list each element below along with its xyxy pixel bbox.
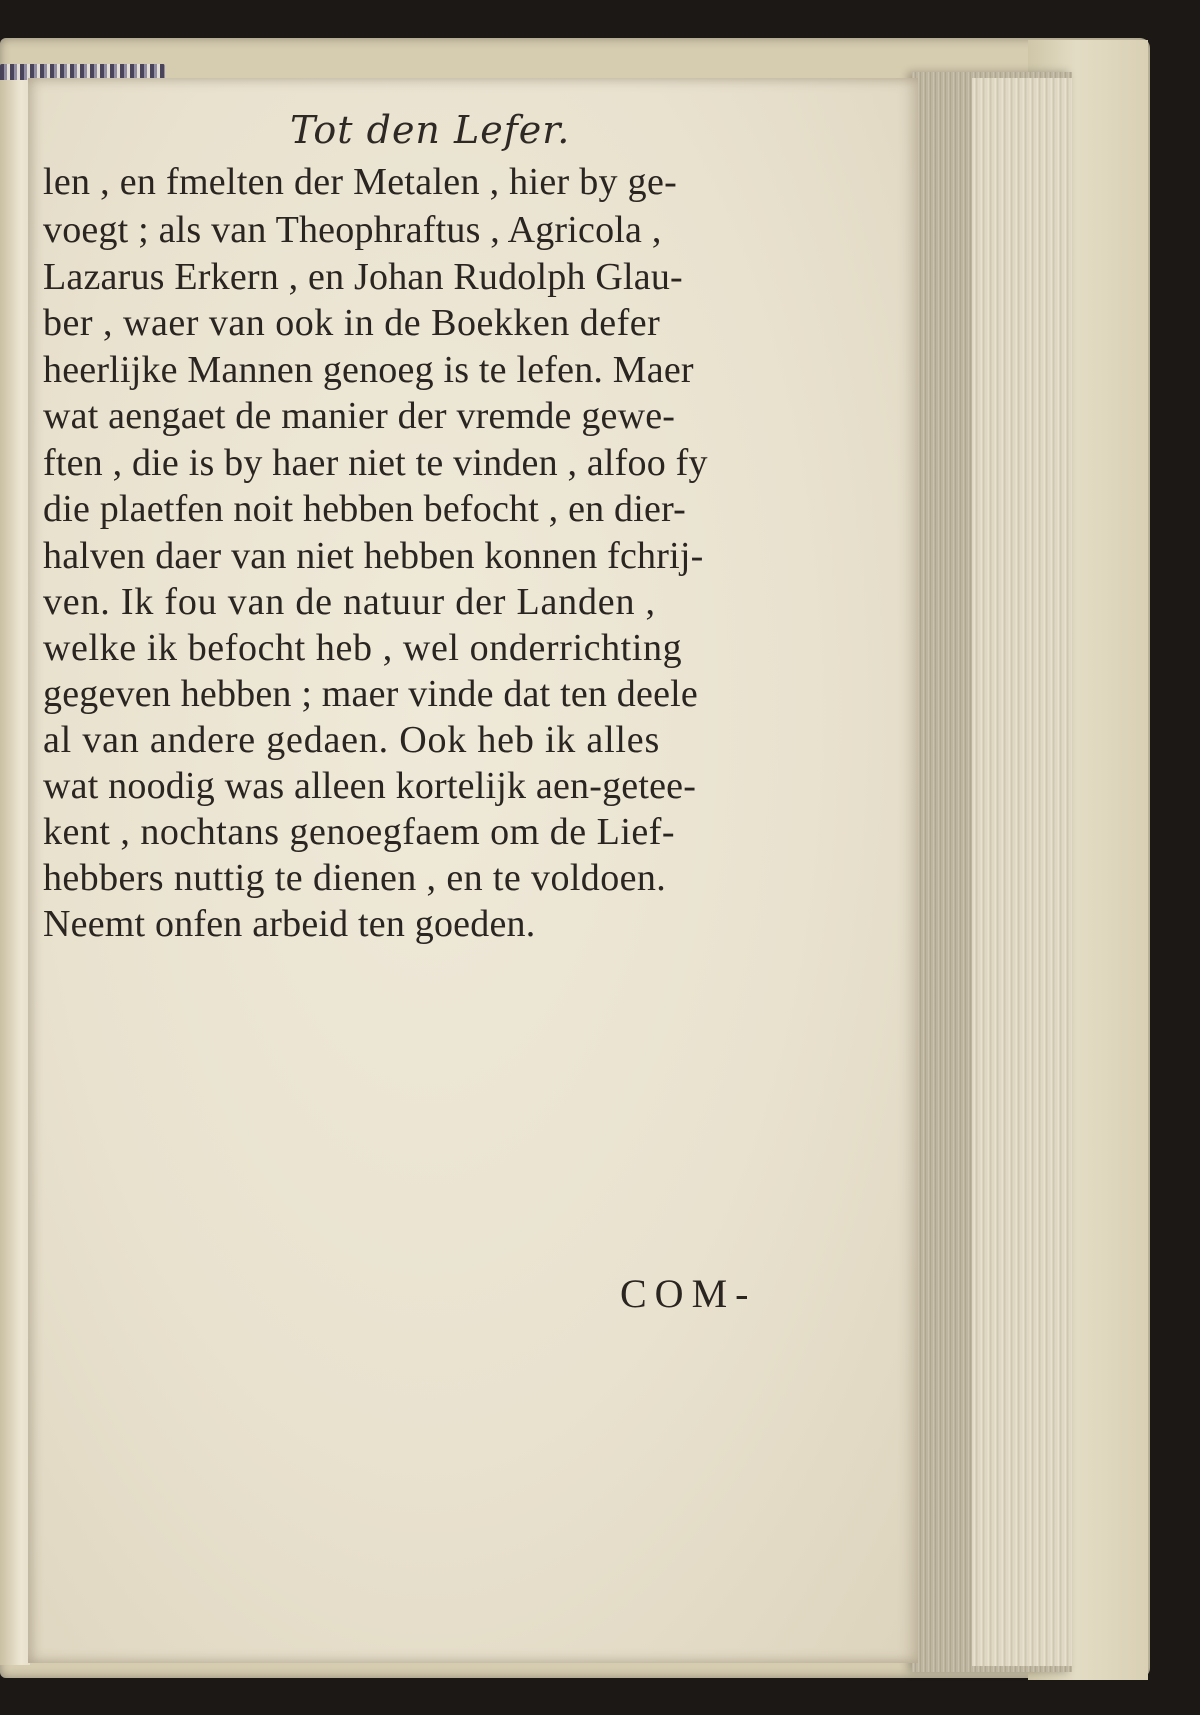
- text-line: voegt ; als van Theophraftus , Agricola ,: [43, 209, 662, 251]
- catchword: COM-: [620, 1271, 757, 1316]
- text-line: welke ik befocht heb , wel onderrichting: [43, 627, 683, 669]
- text-line: ven. Ik fou van de natuur der Landen ,: [43, 581, 656, 623]
- text-line: wat noodig was alleen kortelijk aen-getee-: [43, 765, 697, 807]
- text-line: ften , die is by haer niet te vinden , alfoo fy: [43, 442, 708, 484]
- page-edges-inner: [972, 78, 1072, 1666]
- running-head: Tot den Lefer.: [290, 108, 571, 152]
- text-line: len , en fmelten der Metalen , hier by ge-: [43, 161, 678, 203]
- page-edges: [912, 72, 1072, 1672]
- gutter-edge: [0, 80, 30, 1665]
- text-line: Lazarus Erkern , en Johan Rudolph Glau-: [43, 256, 683, 298]
- book-page: [28, 78, 918, 1663]
- text-line: ber , waer van ook in de Boekken defer: [43, 302, 661, 344]
- text-line: die plaetfen noit hebben befocht , en dier-: [43, 488, 687, 530]
- text-line: wat aengaet de manier der vremde gewe-: [43, 395, 676, 437]
- text-line: Neemt onfen arbeid ten goeden.: [43, 903, 536, 945]
- text-line: kent , nochtans genoegfaem om de Lief-: [43, 811, 676, 853]
- text-line: halven daer van niet hebben konnen fchrij-: [43, 535, 704, 577]
- text-line: al van andere gedaen. Ook heb ik alles: [43, 719, 661, 761]
- text-line: hebbers nuttig te dienen , en te voldoen.: [43, 857, 667, 899]
- text-line: gegeven hebben ; maer vinde dat ten deele: [43, 673, 698, 715]
- text-line: heerlijke Mannen genoeg is te lefen. Maer: [43, 349, 694, 391]
